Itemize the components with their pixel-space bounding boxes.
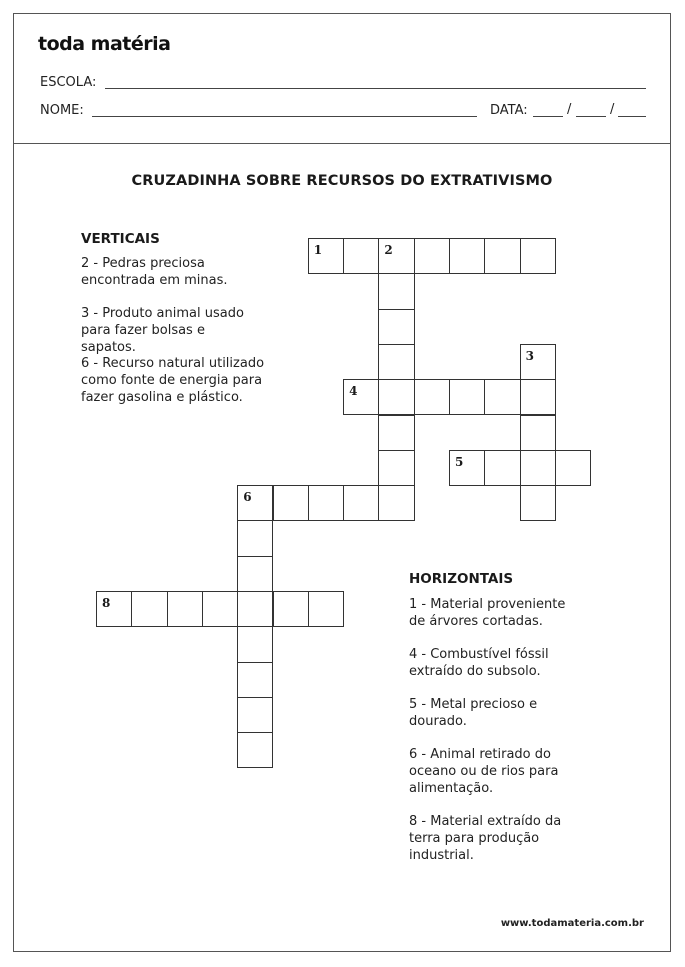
crossword-cell[interactable] xyxy=(273,485,309,521)
crossword-cell[interactable] xyxy=(273,591,309,627)
crossword-cell[interactable] xyxy=(308,238,344,274)
crossword-cell[interactable] xyxy=(378,415,414,451)
crossword-cell[interactable] xyxy=(378,273,414,309)
date-label: DATA: xyxy=(490,103,528,118)
crossword-cell[interactable] xyxy=(202,591,238,627)
crossword-cell[interactable] xyxy=(237,732,273,768)
crossword-cell[interactable] xyxy=(237,520,273,556)
vertical-clue-2: 2 - Pedras preciosa encontrada em minas. xyxy=(81,256,228,288)
crossword-cell[interactable] xyxy=(520,238,556,274)
crossword-cell[interactable] xyxy=(414,238,450,274)
school-line[interactable] xyxy=(105,88,646,89)
vertical-clue-6: 6 - Recurso natural utilizado como fonte de energia para fazer gasolina e plástico. xyxy=(81,356,265,405)
date-year-line[interactable] xyxy=(618,116,646,117)
crossword-cell[interactable] xyxy=(378,238,414,274)
crossword-cell[interactable] xyxy=(237,626,273,662)
vertical-clue-3: 3 - Produto animal usado para fazer bolsas e sapatos. xyxy=(81,306,244,355)
crossword-cell[interactable] xyxy=(237,697,273,733)
horizontal-clue-4: 4 - Combustível fóssil extraído do subsolo. xyxy=(409,647,549,679)
name-line[interactable] xyxy=(92,116,477,117)
crossword-cell[interactable] xyxy=(378,309,414,345)
horizontais-heading: HORIZONTAIS xyxy=(409,571,514,587)
crossword-cell[interactable] xyxy=(237,556,273,592)
crossword-cell[interactable] xyxy=(131,591,167,627)
crossword-cell[interactable] xyxy=(520,415,556,451)
crossword-cell[interactable] xyxy=(378,485,414,521)
crossword-cell[interactable] xyxy=(96,591,132,627)
brand-logo: toda matéria xyxy=(38,33,171,55)
clue-number: 8 xyxy=(102,596,111,610)
crossword-cell[interactable] xyxy=(520,450,556,486)
clue-number: 6 xyxy=(243,490,252,505)
crossword-cell[interactable] xyxy=(484,450,520,486)
date-separator: / xyxy=(610,102,615,117)
crossword-cell[interactable] xyxy=(343,379,379,415)
crossword-cell[interactable] xyxy=(484,379,520,415)
school-label: ESCOLA: xyxy=(40,75,97,90)
crossword-cell[interactable] xyxy=(520,344,556,380)
crossword-cell[interactable] xyxy=(308,485,344,521)
horizontal-clue-1: 1 - Material proveniente de árvores cortadas. xyxy=(409,597,566,629)
crossword-cell[interactable] xyxy=(343,485,379,521)
crossword-cell[interactable] xyxy=(378,450,414,486)
horizontal-clue-5: 5 - Metal precioso e dourado. xyxy=(409,697,538,729)
clue-number: 3 xyxy=(525,348,534,363)
clue-number: 5 xyxy=(455,454,464,469)
crossword-cell[interactable] xyxy=(237,485,273,521)
crossword-cell[interactable] xyxy=(167,591,203,627)
crossword-cell[interactable] xyxy=(308,591,344,627)
crossword-cell[interactable] xyxy=(378,344,414,380)
worksheet-header xyxy=(14,14,670,144)
footer-site: www.todamateria.com.br xyxy=(500,918,644,929)
crossword-cell[interactable] xyxy=(414,379,450,415)
horizontal-clue-8: 8 - Material extraído da terra para produção industrial. xyxy=(409,814,562,863)
date-separator: / xyxy=(567,102,572,117)
date-month-line[interactable] xyxy=(576,116,606,117)
crossword-cell[interactable] xyxy=(520,485,556,521)
crossword-cell[interactable] xyxy=(520,379,556,415)
clue-number: 4 xyxy=(349,384,358,399)
clue-number: 2 xyxy=(384,243,393,257)
crossword-cell[interactable] xyxy=(343,238,379,274)
name-label: NOME: xyxy=(40,103,84,118)
verticais-heading: VERTICAIS xyxy=(81,231,160,247)
crossword-cell[interactable] xyxy=(555,450,591,486)
clue-number: 1 xyxy=(313,243,323,257)
crossword-cell[interactable] xyxy=(237,591,273,627)
crossword-cell[interactable] xyxy=(449,238,485,274)
crossword-cell[interactable] xyxy=(378,379,414,415)
horizontal-clue-6: 6 - Animal retirado do oceano ou de rios para alimentação. xyxy=(409,747,559,796)
crossword-cell[interactable] xyxy=(484,238,520,274)
crossword-cell[interactable] xyxy=(449,450,485,486)
worksheet-title: CRUZADINHA SOBRE RECURSOS DO EXTRATIVISMO xyxy=(131,173,553,189)
date-day-line[interactable] xyxy=(533,116,563,117)
crossword-cell[interactable] xyxy=(237,662,273,698)
crossword-cell[interactable] xyxy=(449,379,485,415)
